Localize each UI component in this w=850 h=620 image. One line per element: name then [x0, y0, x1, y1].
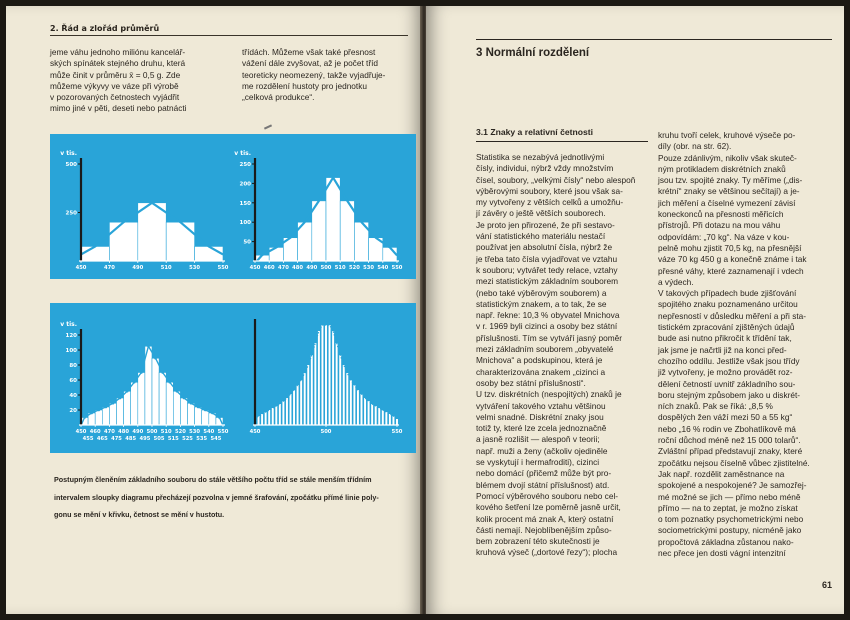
x-tick-label: 530 [189, 265, 201, 271]
polygon-point [176, 390, 179, 393]
text-line: spokojené a nespokojené? Je samozřej- [658, 480, 807, 491]
running-head: 2. Řád a zlořád průměrů [50, 24, 160, 33]
text-line: Pomocí výběrového souboru nebo cel- [476, 490, 619, 501]
text-line: osoby bez státní příslušnosti“. [476, 377, 586, 388]
y-tick-label: 200 [239, 181, 251, 188]
text-line: totiž ty, které lze zcela jednoznačně [476, 423, 607, 434]
x-tick-label: 520 [348, 265, 360, 271]
header-rule [50, 35, 408, 36]
text-line: např. řekne: 10,3 % obyvatel Mnichova [476, 310, 620, 321]
histogram-bar [109, 222, 137, 261]
polygon-point [133, 381, 136, 384]
text-line: U tzv. diskrétních (nespojitých) znaků je [476, 389, 622, 400]
histogram-bar [95, 410, 102, 425]
text-line: kového šetření lze poměrně jasně určit, [476, 502, 621, 513]
histogram-bar [159, 373, 166, 426]
text-line: my vytvořeny z větších celků a umožňu- [476, 197, 624, 208]
text-line: ným protikladem diskrétních znaků [658, 163, 786, 174]
text-line: části nemají. Nejoblíbenějším způso- [476, 524, 612, 535]
text-line: mezi statistickým základním souborem [476, 276, 619, 287]
caption-line: gonu se mění v křivku, četnost se mění v hustotu. [54, 509, 225, 519]
x-tick-label: 530 [189, 429, 201, 435]
x-tick-label: 510 [160, 265, 172, 271]
x-tick-label: 550 [391, 265, 403, 271]
text-line: Pouze zdánlivým, nikoliv však skuteč- [658, 152, 797, 163]
text-line: kolik procent má znak A, který ostatní [476, 513, 614, 524]
text-line: jí závěry o ještě větších souborech. [476, 208, 606, 219]
x-tick-label-minor: 535 [196, 436, 208, 442]
text-line: je třeba tato čísla vyjadřovat ve vztahu [476, 253, 618, 264]
histogram-bar [166, 382, 173, 425]
x-tick-label: 470 [103, 265, 115, 271]
text-line: Je proto jen přirozené, že při sestavo- [476, 219, 615, 230]
histogram-bar [188, 403, 195, 425]
text-line: nebo domácí (přičemž může být pro- [476, 468, 612, 479]
text-line: Jak např. rozdělit zaměstnance na [658, 468, 785, 479]
text-line: „celková produkce“. [242, 92, 315, 103]
histogram-bar [138, 203, 166, 261]
text-line: statistickým znakem, a to tak, že se [476, 298, 607, 309]
histogram-bar [166, 222, 194, 261]
text-line: roční důchod méně než 15 000 tolarů“. [658, 435, 801, 446]
text-line: se vyskytují i hermafroditi), cizinci [476, 457, 600, 468]
histogram-bar [173, 391, 180, 425]
histogram-bar [131, 382, 138, 425]
text-line: vytváření takového vztahu většinou [476, 400, 606, 411]
text-line: chozího oddílu. Jestliže však jsou třídy [658, 355, 800, 366]
x-tick-label: 490 [132, 429, 144, 435]
text-line: výběrovými soubory, které jsou však sa- [476, 185, 623, 196]
chapter-rule [476, 39, 832, 40]
text-line: propočtová základna zůstanou nako- [658, 536, 794, 547]
text-line: jsou tzv. spojité znaky. Ty měříme („dis- [658, 175, 803, 186]
polygon-point [140, 371, 143, 374]
section-title: 3.1 Znaky a relativní četnosti [476, 127, 594, 137]
text-line: jeme váhu jednoho miliónu kancelář- [50, 47, 186, 57]
section-rule [476, 141, 648, 142]
x-tick-label: 540 [203, 429, 215, 435]
pencil-mark [264, 124, 272, 129]
text-line: např. muži a ženy (ačkoliv ojediněle [476, 445, 608, 456]
text-line: již vytvořeny, je možno provádět roz- [658, 367, 793, 378]
y-tick-label: 80 [69, 363, 77, 369]
x-tick-label-minor: 525 [182, 436, 193, 442]
x-tick-label-minor: 505 [153, 436, 165, 442]
histogram-bar [124, 391, 131, 425]
polygon-point [126, 390, 129, 393]
histogram-bar [117, 398, 124, 425]
x-tick-label: 470 [103, 429, 115, 435]
histogram-bar [152, 358, 159, 425]
histograms-bottom [50, 303, 416, 453]
histogram-bar [138, 373, 145, 426]
histogram-bar [180, 398, 187, 425]
y-axis-label: v tis. [234, 150, 251, 157]
text-line: velmi snadné. Diskrétní znaky jsou [476, 411, 604, 422]
text-line: me rozdělení hustoty pro jednotku [242, 80, 367, 91]
figure-panel-top [50, 134, 416, 279]
figure-panel-bottom [50, 303, 416, 453]
histogram-bar [326, 178, 340, 261]
right-text-column-1 [476, 152, 648, 559]
text-line: kruhová výseč („dortové řezy“); plocha [476, 547, 618, 558]
x-tick-label: 450 [75, 429, 87, 435]
page-number: 61 [822, 580, 833, 590]
text-line: nec přece jen dosti vágní intenzitní [658, 547, 786, 558]
histogram-bar [202, 410, 209, 425]
x-tick-label: 460 [89, 429, 101, 435]
polygon-point [168, 381, 171, 384]
text-line: blémem dvojí státní příslušnost) atd. [476, 479, 610, 490]
text-line: přístrojů. Při dotazu na mou váhu [658, 220, 781, 231]
x-tick-label: 510 [160, 429, 172, 435]
text-line: krétní“ znaky se většinou sečítají) a je- [658, 186, 800, 197]
text-line: jich měření a číselné vymezení závisí [658, 197, 796, 208]
polygon-point [154, 357, 157, 360]
polygon-point [112, 402, 115, 405]
text-line: koneckonců na přesnosti měřicích [658, 209, 784, 220]
x-tick-label-minor: 515 [167, 436, 179, 442]
x-tick-label: 500 [146, 429, 158, 435]
x-tick-label: 550 [217, 429, 229, 435]
text-line: V takových případech bude zjišťování [658, 288, 797, 299]
text-line: přímo — na to zeptat, je možno získat [658, 502, 798, 513]
polygon-point [183, 397, 186, 400]
text-line: díly (obr. na str. 62). [658, 141, 732, 152]
text-line: boru stejným způsobem jako u diskrét- [658, 389, 801, 400]
x-tick-label: 550 [391, 429, 403, 435]
text-line: mé možné se jich — přímo nebo méně [658, 491, 801, 502]
text-line: vážení dále zvyšovat, až je počet tříd [242, 58, 379, 69]
x-tick-label: 510 [334, 265, 346, 271]
x-tick-label: 500 [320, 429, 332, 435]
text-line: pelně mohu zjistit 70,5 kg, na přesnější [658, 242, 802, 253]
text-line: příslušnosti. Tím se vytváří jasný poměr [476, 332, 623, 343]
polygon-point [83, 416, 86, 419]
polygon-point [197, 406, 200, 409]
text-line: nebo „16 % rodin ve Zbohatlíkově má [658, 423, 796, 434]
text-line: ních znaků. Pak se říká: „8,5 % [658, 401, 773, 412]
polygon-point [190, 402, 193, 405]
text-line: ských spínátek stejného druhu, která [50, 58, 186, 69]
x-tick-label: 550 [217, 265, 229, 271]
x-tick-label: 490 [132, 265, 144, 271]
text-line: v pozorovaných četnostech vyjádřit [50, 92, 180, 103]
y-tick-label: 50 [243, 239, 251, 246]
x-tick-label: 460 [263, 265, 275, 271]
x-tick-label: 540 [377, 265, 389, 271]
x-tick-label: 470 [277, 265, 289, 271]
text-line: charakterizována znakem „cizinci a [476, 366, 606, 377]
y-tick-label: 250 [239, 162, 251, 168]
text-line: jak jsme je načrtli již na konci před- [658, 344, 787, 355]
text-line: o tom poznatky psychometrickými nebo [658, 514, 804, 525]
y-tick-label: 100 [65, 348, 77, 354]
text-line: bem zobrazení této skutečnosti je [476, 536, 600, 547]
book-spread [6, 6, 844, 614]
x-tick-label-minor: 475 [111, 436, 122, 442]
text-line: dělení četností uvnitř základního sou- [658, 378, 796, 389]
text-line: odpovídám: „70 kg“. Na váze v kou- [658, 231, 790, 242]
text-line: sociometrickými postupy, nicméně jako [658, 525, 802, 536]
caption-line: intervalem sloupky diagramu přecházejí pozvolna v jemné šrafování, zpočátku přímé linie poly- [54, 492, 379, 502]
y-tick-label: 60 [69, 378, 77, 384]
text-line: kruhu tvoří celek, kruhové výseče po- [658, 130, 796, 140]
histogram-bar [195, 246, 223, 261]
text-line: a jasně rozlišit — alespoň v teorii; [476, 434, 600, 445]
x-tick-label-minor: 485 [125, 436, 137, 442]
text-line: dospělých žen váží mezi 50 a 55 kg“ [658, 412, 793, 423]
histograms-top [50, 134, 416, 279]
text-line: mimo jiné v pěti, deseti nebo patnácti [50, 103, 187, 114]
text-line: nepřesností v důsledku měření a při sta- [658, 310, 807, 321]
text-line: k souboru; vytvářet tedy relace, vztahy [476, 264, 618, 275]
text-line: čísel, soubory, „velkými čísly“ nebo alespoň [476, 174, 636, 185]
x-tick-label: 450 [75, 265, 87, 271]
x-tick-label: 480 [118, 429, 130, 435]
text-line: můžeme výkyvy ve váze při výrobě [50, 80, 179, 91]
polygon-point [105, 406, 108, 409]
polygon-point [119, 397, 122, 400]
chapter-title: 3 Normální rozdělení [476, 47, 590, 59]
histogram-bar [195, 407, 202, 425]
y-tick-label: 120 [65, 333, 77, 339]
right-text-column-2 [658, 130, 834, 559]
histogram-bar [109, 403, 116, 425]
x-tick-label-minor: 545 [210, 436, 222, 442]
text-line: používat jen absolutní čísla, nýbrž že [476, 242, 613, 253]
polygon-point [161, 371, 164, 374]
polygon-point [97, 409, 100, 412]
polygon-point [147, 345, 150, 348]
text-line: váze 70 kg 450 g a konečně známe i tak [658, 254, 807, 265]
x-tick-label: 450 [249, 265, 261, 271]
polygon-point [204, 409, 207, 412]
text-line: čísly, individui, nýbrž vždy množstvím [476, 163, 614, 174]
text-line: bude asi nutno přikročit k třídění tak, [658, 333, 792, 344]
figure-caption [54, 468, 416, 527]
text-line: spojitého znaku poznamenáno určitou [658, 299, 798, 310]
text-line: tistickém zpracování zjištěných údajů [658, 322, 795, 333]
left-page [6, 6, 422, 614]
y-axis-label: v tis. [60, 150, 77, 157]
text-line: (nebo také výběrovým souborem) a [476, 287, 607, 298]
text-line: Statistika se nezabývá jednotlivými [476, 152, 605, 162]
text-line: Mnichova“ a podskupinou, která je [476, 355, 603, 366]
text-line: může činit v průměru x̄ = 0,5 g. Zde [50, 69, 181, 80]
y-axis-label: v tis. [60, 321, 77, 328]
y-tick-label: 250 [65, 210, 77, 217]
x-tick-label: 480 [292, 265, 304, 271]
polygon-point [211, 412, 214, 415]
x-tick-label: 490 [306, 265, 318, 271]
text-line: teoreticky neomezený, takže vyjadřuje- [242, 69, 386, 80]
x-tick-label: 520 [174, 429, 186, 435]
histogram-bar [102, 407, 109, 425]
left-text-column-1 [50, 47, 223, 115]
y-tick-label: 20 [69, 408, 77, 414]
y-tick-label: 150 [239, 200, 251, 207]
text-line: třídách. Můžeme však také přesnost [242, 47, 376, 57]
y-tick-label: 100 [239, 220, 251, 227]
text-line: v r. 1969 byli cizinci a osoby bez státní [476, 321, 618, 332]
x-tick-label-minor: 495 [139, 436, 151, 442]
x-tick-label: 500 [320, 265, 332, 271]
left-text-column-2 [242, 47, 410, 103]
x-tick-label: 450 [249, 429, 261, 435]
text-line: Zvláštní případ představují znaky, které [658, 446, 803, 457]
caption-line: Postupným členěním základního souboru do stále většího počtu tříd se stále menším třídním [54, 475, 372, 485]
text-line: přesné váhy, které zaznamenají i vdech [658, 265, 804, 276]
histogram-bar [81, 246, 109, 261]
y-tick-label: 500 [65, 162, 77, 168]
text-line: mezi základním souborem „obyvatelé [476, 344, 614, 355]
x-tick-label-minor: 465 [96, 436, 108, 442]
text-line: vání statistického materiálu nestačí [476, 231, 606, 242]
polygon-point [90, 412, 93, 415]
polygon-point [218, 416, 221, 419]
y-tick-label: 40 [69, 393, 77, 399]
text-line: a výdech. [658, 276, 694, 287]
text-line: zpočátku nejsou číselně vůbec zjistitelné. [658, 457, 810, 468]
x-tick-label: 530 [363, 265, 375, 271]
x-tick-label-minor: 455 [82, 436, 94, 442]
